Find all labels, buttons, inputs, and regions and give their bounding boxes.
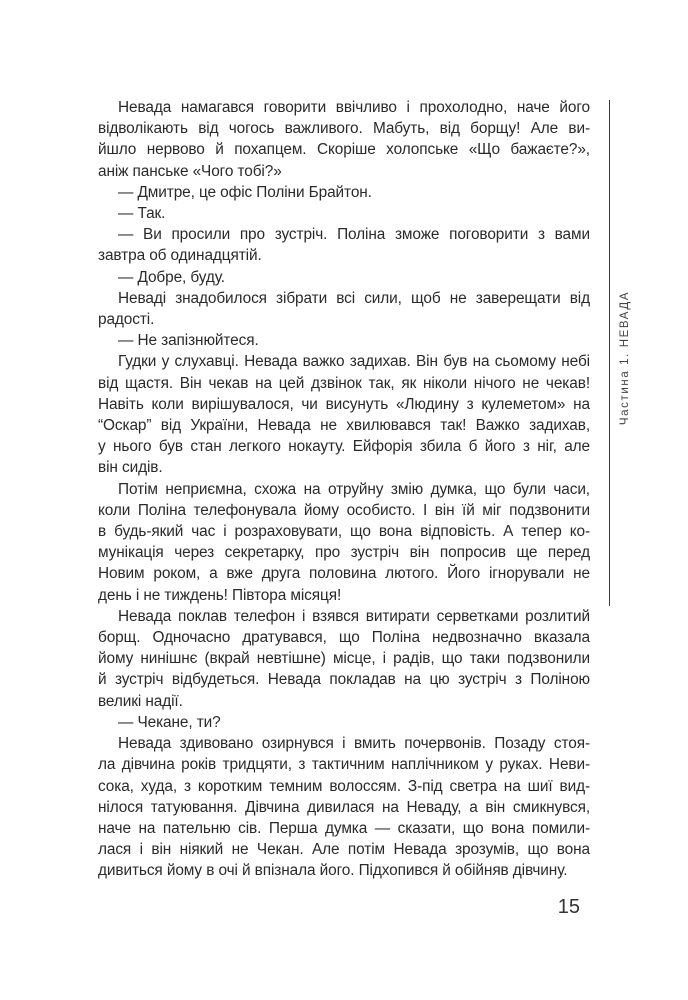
paragraph bbox=[98, 733, 590, 881]
text-line: Навіть коли вирішувалося, чи висунуть «Людину з кулеметом» на bbox=[98, 395, 590, 413]
body-text bbox=[98, 97, 590, 882]
text-line: Невада поклав телефон і взявся витирати серветками розлитий bbox=[118, 607, 590, 625]
paragraph bbox=[98, 712, 590, 733]
running-head bbox=[612, 263, 638, 453]
text-line: — Ви просили про зустріч. Поліна зможе поговорити з вами bbox=[118, 226, 590, 244]
text-line: йому нинішнє (вкрай невтішне) місце, і радів, що таки подзвонили bbox=[98, 650, 590, 668]
text-line: аніж панське «Чого тобі?» bbox=[98, 162, 282, 180]
text-line: Невада намагався говорити ввічливо і прохолодно, наче його bbox=[118, 99, 590, 116]
text-line: Потім неприємна, схожа на отруйну змію думка, що були часи, bbox=[118, 480, 590, 498]
text-line: відволікають від чогось важливого. Мабуть, від борщу! Але ви- bbox=[98, 120, 590, 138]
text-line: у нього був стан легкого нокауту. Ейфорія збила б його з ніг, але bbox=[98, 438, 590, 456]
text-line: — Добре, буду. bbox=[118, 268, 225, 286]
text-line: мунікація через секретарку, про зустріч він попросив ще перед bbox=[98, 544, 590, 562]
text-line: завтра об одинадцятій. bbox=[98, 247, 262, 265]
paragraph bbox=[98, 203, 590, 224]
text-line: дивиться йому в очі й впізнала його. Підхопився й обійняв дівчину. bbox=[98, 862, 568, 880]
text-line: нілося татуювання. Дівчина дивилася на Неваду, а він смикнувся, bbox=[98, 798, 590, 816]
paragraph bbox=[98, 224, 590, 266]
text-line: — Чекане, ти? bbox=[118, 713, 221, 731]
paragraph bbox=[98, 267, 590, 288]
page-number: 15 bbox=[557, 896, 580, 918]
paragraph bbox=[98, 606, 590, 712]
text-line: ла дівчина років тридцяти, з тактичним наплічником у руках. Неви- bbox=[98, 756, 590, 774]
paragraph bbox=[98, 97, 590, 182]
running-head-text: Частина 1. НЕВАДА bbox=[619, 290, 631, 426]
text-line: від щастя. Він чекав на цей дзвінок так, як ніколи нічого не чекав! bbox=[98, 374, 590, 392]
margin-rule bbox=[609, 100, 610, 606]
text-line: він сидів. bbox=[98, 459, 163, 477]
text-line: йшло нервово й похапцем. Скоріше холопське «Що бажаєте?», bbox=[98, 141, 590, 159]
text-line: коли Поліна телефонувала йому особисто. І він їй міг подзвонити bbox=[98, 501, 590, 519]
text-line: “Оскар” від України, Невада не хвилювався так! Важко задихав, bbox=[98, 417, 590, 435]
paragraph bbox=[98, 479, 590, 606]
text-line: в будь-який час і розраховувати, що вона відповість. А тепер ко- bbox=[98, 523, 590, 541]
paragraph bbox=[98, 351, 590, 478]
text-line: лася і він ніякий не Чекан. Але потім Невада зрозумів, що вона bbox=[98, 841, 590, 859]
paragraph bbox=[98, 288, 590, 330]
text-line: Гудки у слухавці. Невада важко задихав. Він був на сьомому небі bbox=[118, 353, 590, 371]
text-line: сока, худа, з коротким темним волоссям. З-під светра на шиї вид- bbox=[98, 777, 590, 795]
text-line: день і не тиждень! Півтора місяця! bbox=[98, 586, 342, 604]
text-line: — Не запізнюйтеся. bbox=[118, 332, 259, 350]
text-line: борщ. Одночасно дратувався, що Поліна недвозначно вказала bbox=[98, 629, 590, 647]
text-line: радості. bbox=[98, 311, 155, 329]
text-line: — Так. bbox=[118, 205, 166, 223]
text-line: Неваді знадобилося зібрати всі сили, щоб не заверещати від bbox=[118, 289, 590, 307]
paragraph bbox=[98, 330, 590, 351]
text-line: Новим роком, а вже друга половина лютого. Його ігнорували не bbox=[98, 565, 590, 583]
text-line: — Дмитре, це офіс Поліни Брайтон. bbox=[118, 183, 372, 201]
text-line: й зустріч відбудеться. Невада покладав на цю зустріч з Поліною bbox=[98, 671, 590, 689]
paragraph bbox=[98, 182, 590, 203]
text-line: великі надії. bbox=[98, 692, 183, 710]
text-line: наче на пательню сів. Перша думка — сказати, що вона помили- bbox=[98, 819, 590, 837]
text-line: Невада здивовано озирнувся і вмить почервонів. Позаду стоя- bbox=[118, 735, 590, 753]
